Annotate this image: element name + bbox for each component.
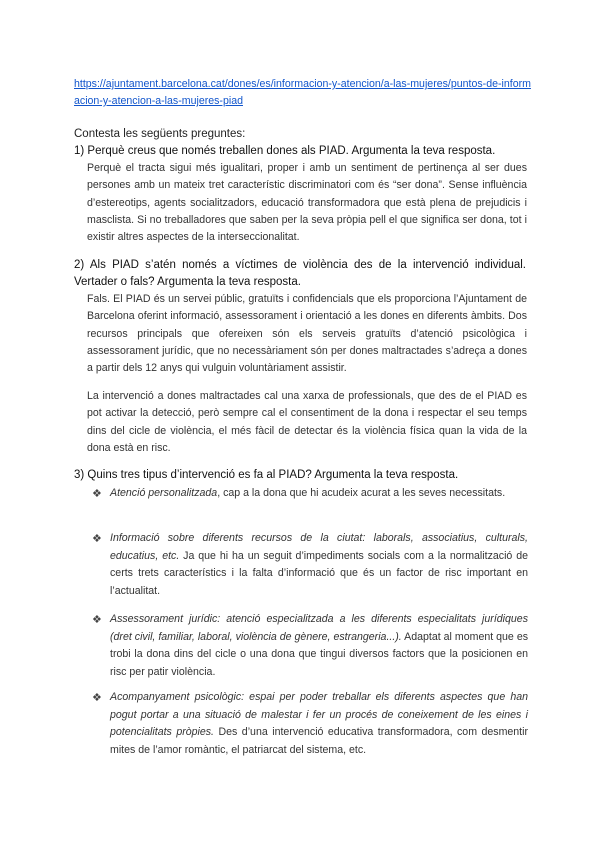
answer-2-paragraph-1: Fals. El PIAD és un servei públic, gratuïts i confidencials que els proporciona l’Ajuntament de Barcelona oferint informació, assessorament i orientació a les dones en diferents àmbits. Dos recursos principals que ofereixen són els serveis gratuïts d’atenció psicològica i assessorament jurídic, que no necessàriament són per dones maltractades s’adreça a dones a partir dels 12 anys qui vulguin voluntàriament assistir. xyxy=(87,293,527,375)
list-item-text: , cap a la dona que hi acudeix acurat a les seves necessitats. xyxy=(217,487,506,499)
list-item-text: Des d’una intervenció educativa transformadora, com desmentir mites de l’amor romàntic, el patriarcat del sistema, etc. xyxy=(110,726,529,756)
list-item-italic: Assessorament jurídic: atenció especialitzada a les diferents especialitats jurídiques (dret civil, familiar, laboral, violència de gènere, estrangeria...). xyxy=(110,613,528,643)
list-item xyxy=(110,530,528,600)
list-item-text: Adaptat al moment que es trobi la dona dins del cicle o una dona que tingui diversos factors que la posicionen en risc per patir violència. xyxy=(110,630,529,678)
piad-link[interactable]: https://ajuntament.barcelona.cat/dones/es/informacion-y-atencion/a-las-mujeres/puntos-de-informacion-y-atencion-a-las-mujeres-piad xyxy=(74,78,531,107)
answer-2-paragraph-2: La intervenció a dones maltractades cal una xarxa de professionals, que des de el PIAD es pot activar la detecció, però sempre cal el consentiment de la dona i respectar el seu temps dins del cicle de violència, el més fàcil de detectar és la violència física quan la vida de la dona està en risc. xyxy=(87,390,527,454)
list-item xyxy=(110,689,528,759)
list-item-italic: Atenció personalitzada xyxy=(110,487,218,499)
intro-text: Contesta les següents preguntes: xyxy=(74,128,246,140)
bullet-icon: ❖ xyxy=(92,614,102,626)
bullet-icon: ❖ xyxy=(92,488,102,500)
list-item-italic: Acompanyament psicològic: espai per poder treballar els diferents aspectes que han pogut portar a una situació de malestar i fer un procés de coneixement de les eines i potencialitats pròpies. xyxy=(110,691,528,739)
bullet-icon: ❖ xyxy=(92,533,102,545)
list-item xyxy=(110,485,528,503)
question-2: 2) Als PIAD s’atén només a víctimes de violència des de la intervenció individual. Vertader o fals? Argumenta la teva resposta. xyxy=(74,259,526,288)
question-1: 1) Perquè creus que només treballen dones als PIAD. Argumenta la teva resposta. xyxy=(74,145,496,157)
list-item-text: Ja que hi ha un seguit d’impediments socials com a la normalització de certs trets característics i la falta d’informació que és un factor de risc important en l’actualitat. xyxy=(110,549,529,597)
list-item xyxy=(110,611,528,681)
answer-1: Perquè el tracta sigui més igualitari, proper i amb un sentiment de pertinença al ser dues persones amb un mateix tret característic discriminatori com és “ser dona”. Sense influència d’estereotips, agents socialitzadors, educació transformadora que està plena de prejudicis i masclista. Si no treballadores que saben per la seva pròpia pell el que significa ser dona, tot i existir altres aspectes de la interseccionalitat. xyxy=(87,162,527,244)
question-3: 3) Quins tres tipus d’intervenció es fa al PIAD? Argumenta la teva resposta. xyxy=(74,469,459,481)
list-item-italic: Informació sobre diferents recursos de la ciutat: laborals, associatius, culturals, educatius, etc. xyxy=(110,532,528,562)
bullet-icon: ❖ xyxy=(92,692,102,704)
